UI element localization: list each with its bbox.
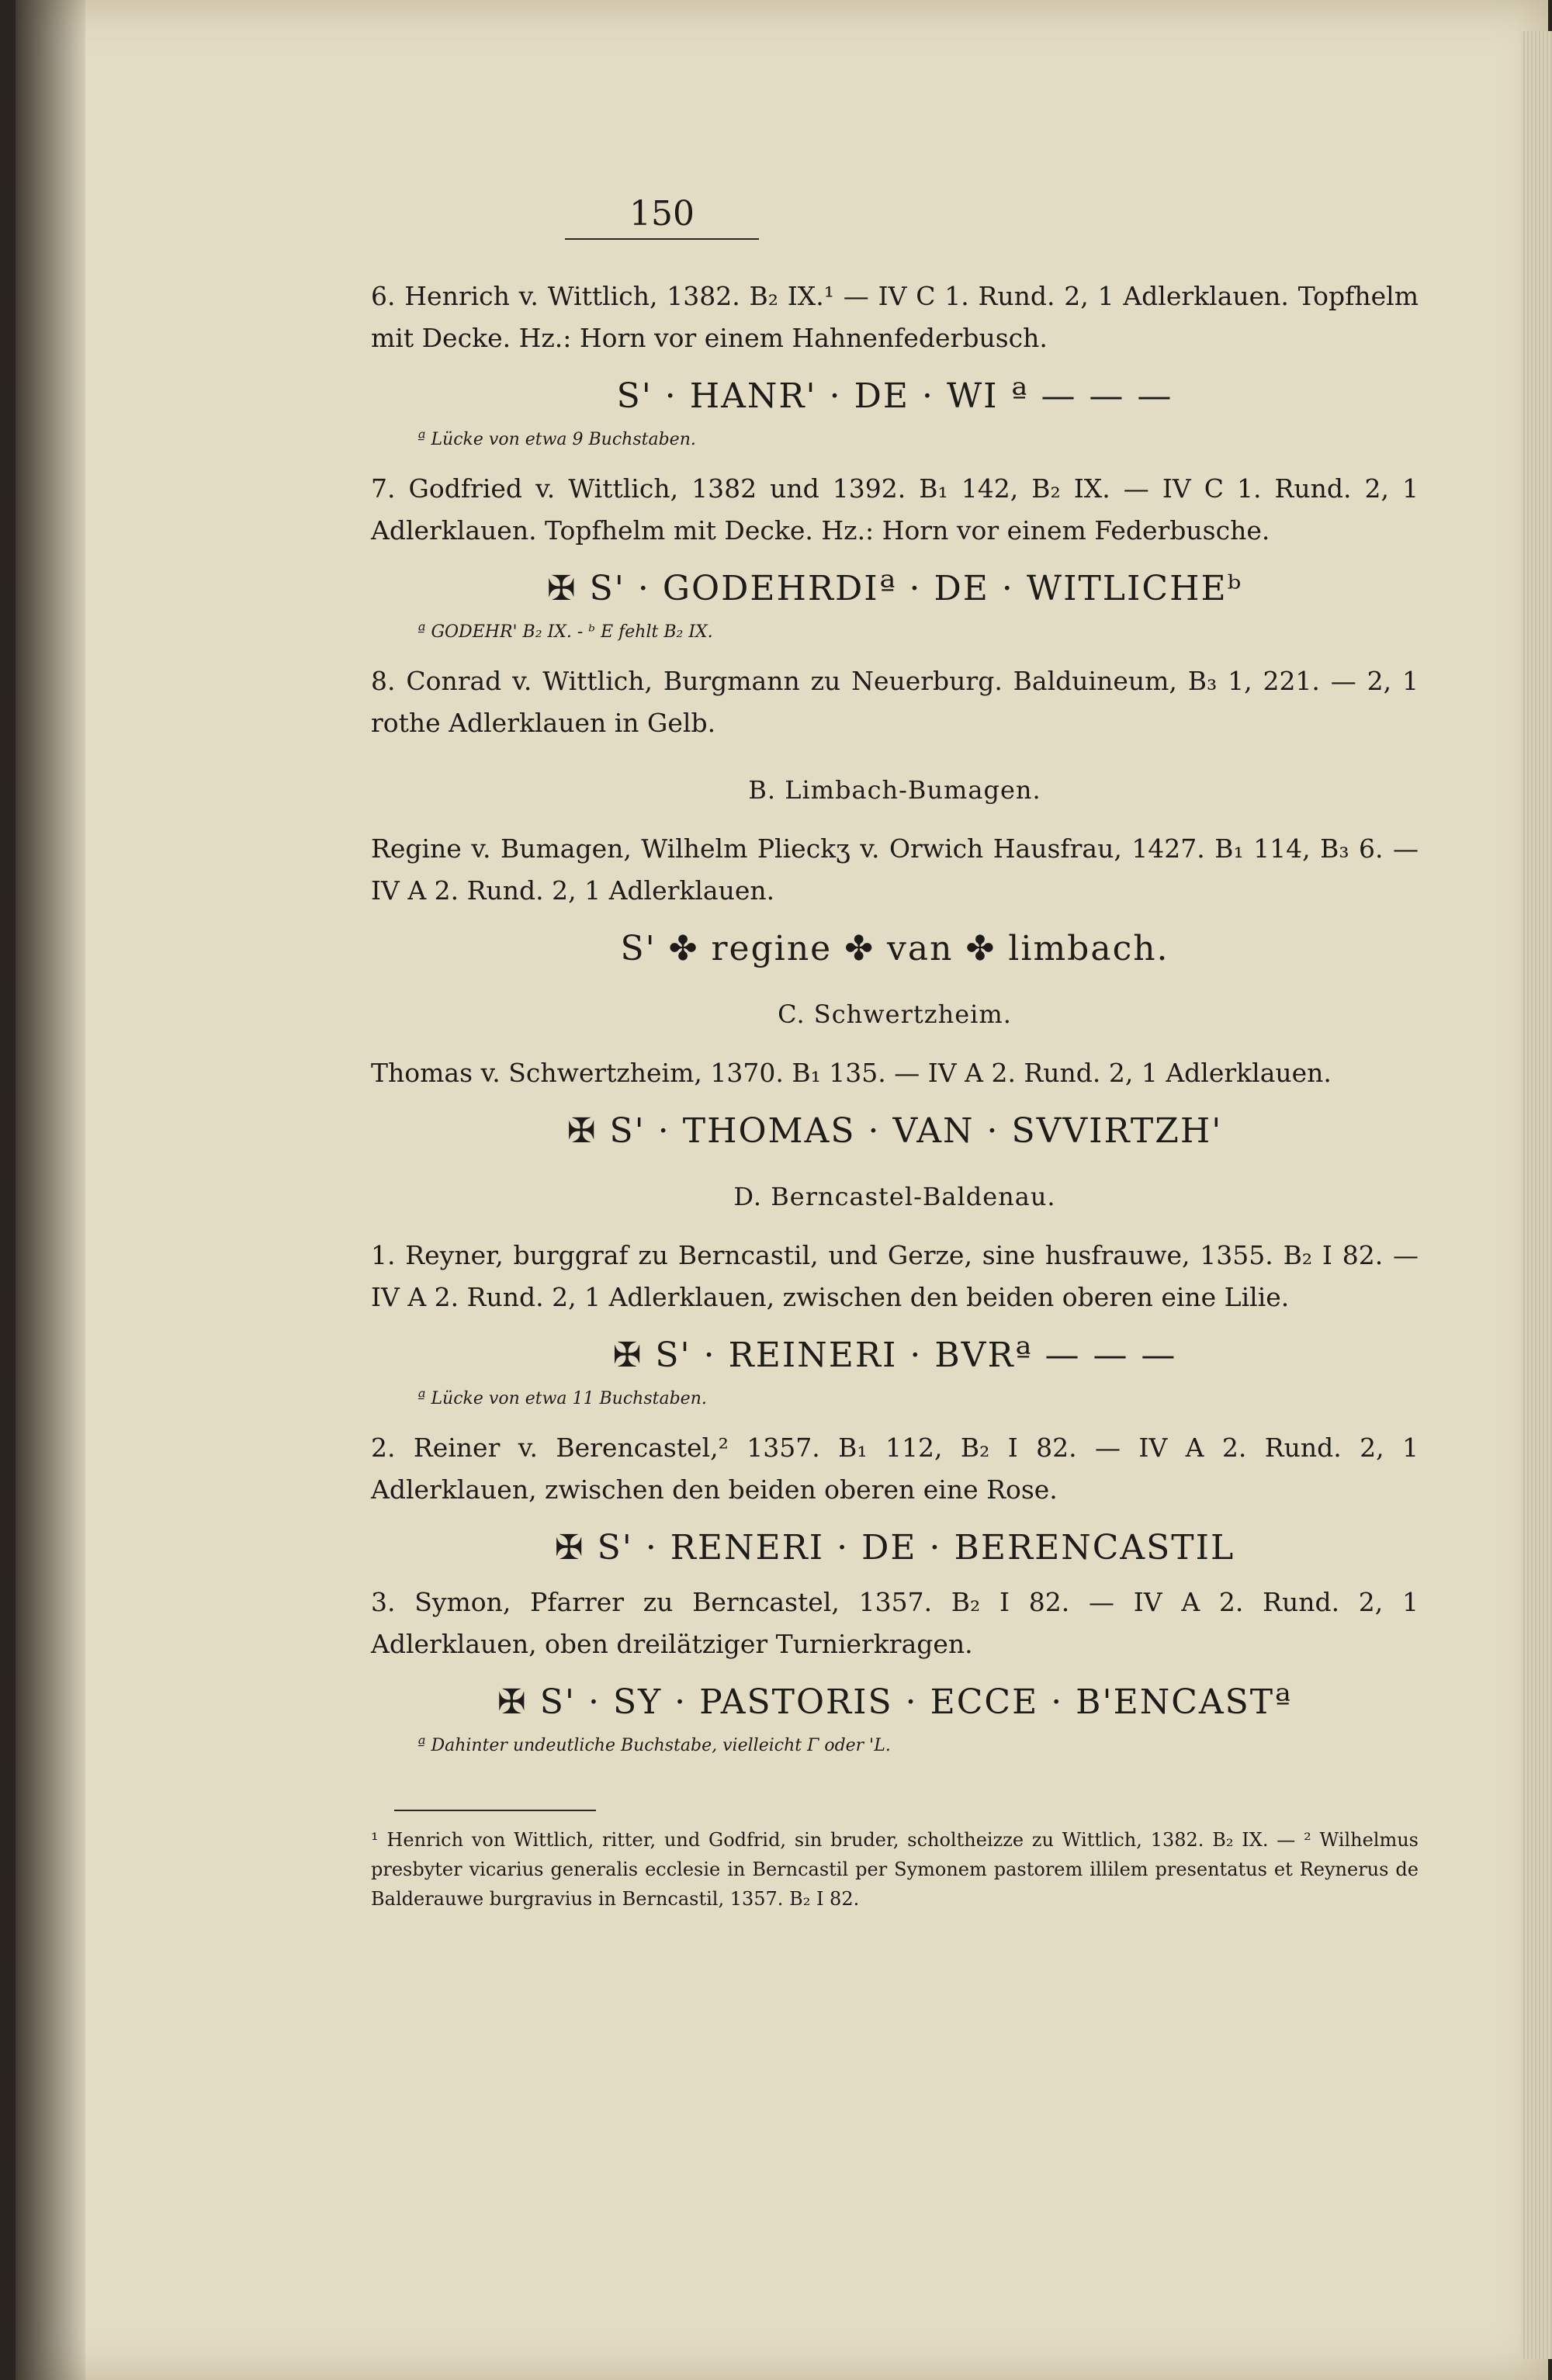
section-d-1-note: ª Lücke von etwa 11 Buchstaben. [417,1389,707,1408]
entry-6-seal: S' · HANR' · DE · WI ª — — — [616,376,1173,416]
section-c-seal: ✠ S' · THOMAS · VAN · SVVIRTZH' [566,1111,1223,1151]
section-d-2-text: 2. Reiner v. Berencastel,² 1357. B₁ 112, B₂ I 82. — IV A 2. Rund. 2, 1 Adlerklauen, zwischen den beiden oberen eine Rose. [371,1433,1419,1505]
section-d-2-seal: ✠ S' · RENERI · DE · BERENCASTIL [554,1528,1235,1568]
section-c-text: Thomas v. Schwertzheim, 1370. B₁ 135. — IV A 2. Rund. 2, 1 Adlerklauen. [371,1058,1332,1088]
section-b-seal: S' ✤ regine ✤ van ✤ limbach. [620,929,1169,968]
section-d-3-note: ª Dahinter undeutliche Buchstabe, vielleicht Γ oder 'L. [417,1736,891,1755]
section-d-3-text: 3. Symon, Pfarrer zu Berncastel, 1357. B₂ I 82. — IV A 2. Rund. 2, 1 Adlerklauen, oben dreilätziger Turnierkragen. [371,1587,1419,1659]
section-c-heading: C. Schwertzheim. [778,999,1012,1029]
footnotes: ¹ Henrich von Wittlich, ritter, und Godfrid, sin bruder, scholtheizze zu Wittlich, 1382. B₂ IX. — ² Wilhelmus presbyter vicarius generalis ecclesie in Berncastil per Symonem pastorem illilem presentatus et Reynerus de Balderauwe burgravius in Berncastil, 1357. B₂ I 82. [371,1829,1419,1910]
entry-6-note: ª Lücke von etwa 9 Buchstaben. [417,430,696,449]
entry-7-note: ª GODEHR' B₂ IX. - ᵇ E fehlt B₂ IX. [417,622,713,642]
entry-8-text: 8. Conrad v. Wittlich, Burgmann zu Neuerburg. Balduineum, B₃ 1, 221. — 2, 1 rothe Adlerklauen in Gelb. [371,666,1419,738]
page-edges [1521,31,1552,2359]
entry-6-text: 6. Henrich v. Wittlich, 1382. B₂ IX.¹ — IV C 1. Rund. 2, 1 Adlerklauen. Topfhelm mit Decke. Hz.: Horn vor einem Hahnenfederbusch. [371,281,1419,353]
section-d-1-text: 1. Reyner, burggraf zu Berncastil, und Gerze, sine husfrauwe, 1355. B₂ I 82. — IV A 2. Rund. 2, 1 Adlerklauen, zwischen den beiden oberen eine Lilie. [371,1240,1419,1312]
entry-7-seal: ✠ S' · GODEHRDIª · DE · WITLICHEᵇ [546,569,1243,608]
section-d-1-seal: ✠ S' · REINERI · BVRª — — — [612,1336,1177,1375]
footnote-rule [394,1810,596,1811]
section-d-heading: D. Berncastel-Baldenau. [733,1182,1056,1211]
page-number: 150 [565,194,759,240]
book-spine-shadow [16,0,85,2380]
section-b-text: Regine v. Bumagen, Wilhelm Plieckʒ v. Orwich Hausfrau, 1427. B₁ 114, B₃ 6. — IV A 2. Rund. 2, 1 Adlerklauen. [371,833,1419,906]
entry-7-text: 7. Godfried v. Wittlich, 1382 und 1392. B₁ 142, B₂ IX. — IV C 1. Rund. 2, 1 Adlerklauen. Topfhelm mit Decke. Hz.: Horn vor einem Federbusche. [371,473,1419,546]
page-content [371,194,1419,1914]
section-d-3-seal: ✠ S' · SY · PASTORIS · ECCE · B'ENCASTª [497,1682,1293,1722]
section-b-heading: B. Limbach-Bumagen. [748,775,1041,805]
